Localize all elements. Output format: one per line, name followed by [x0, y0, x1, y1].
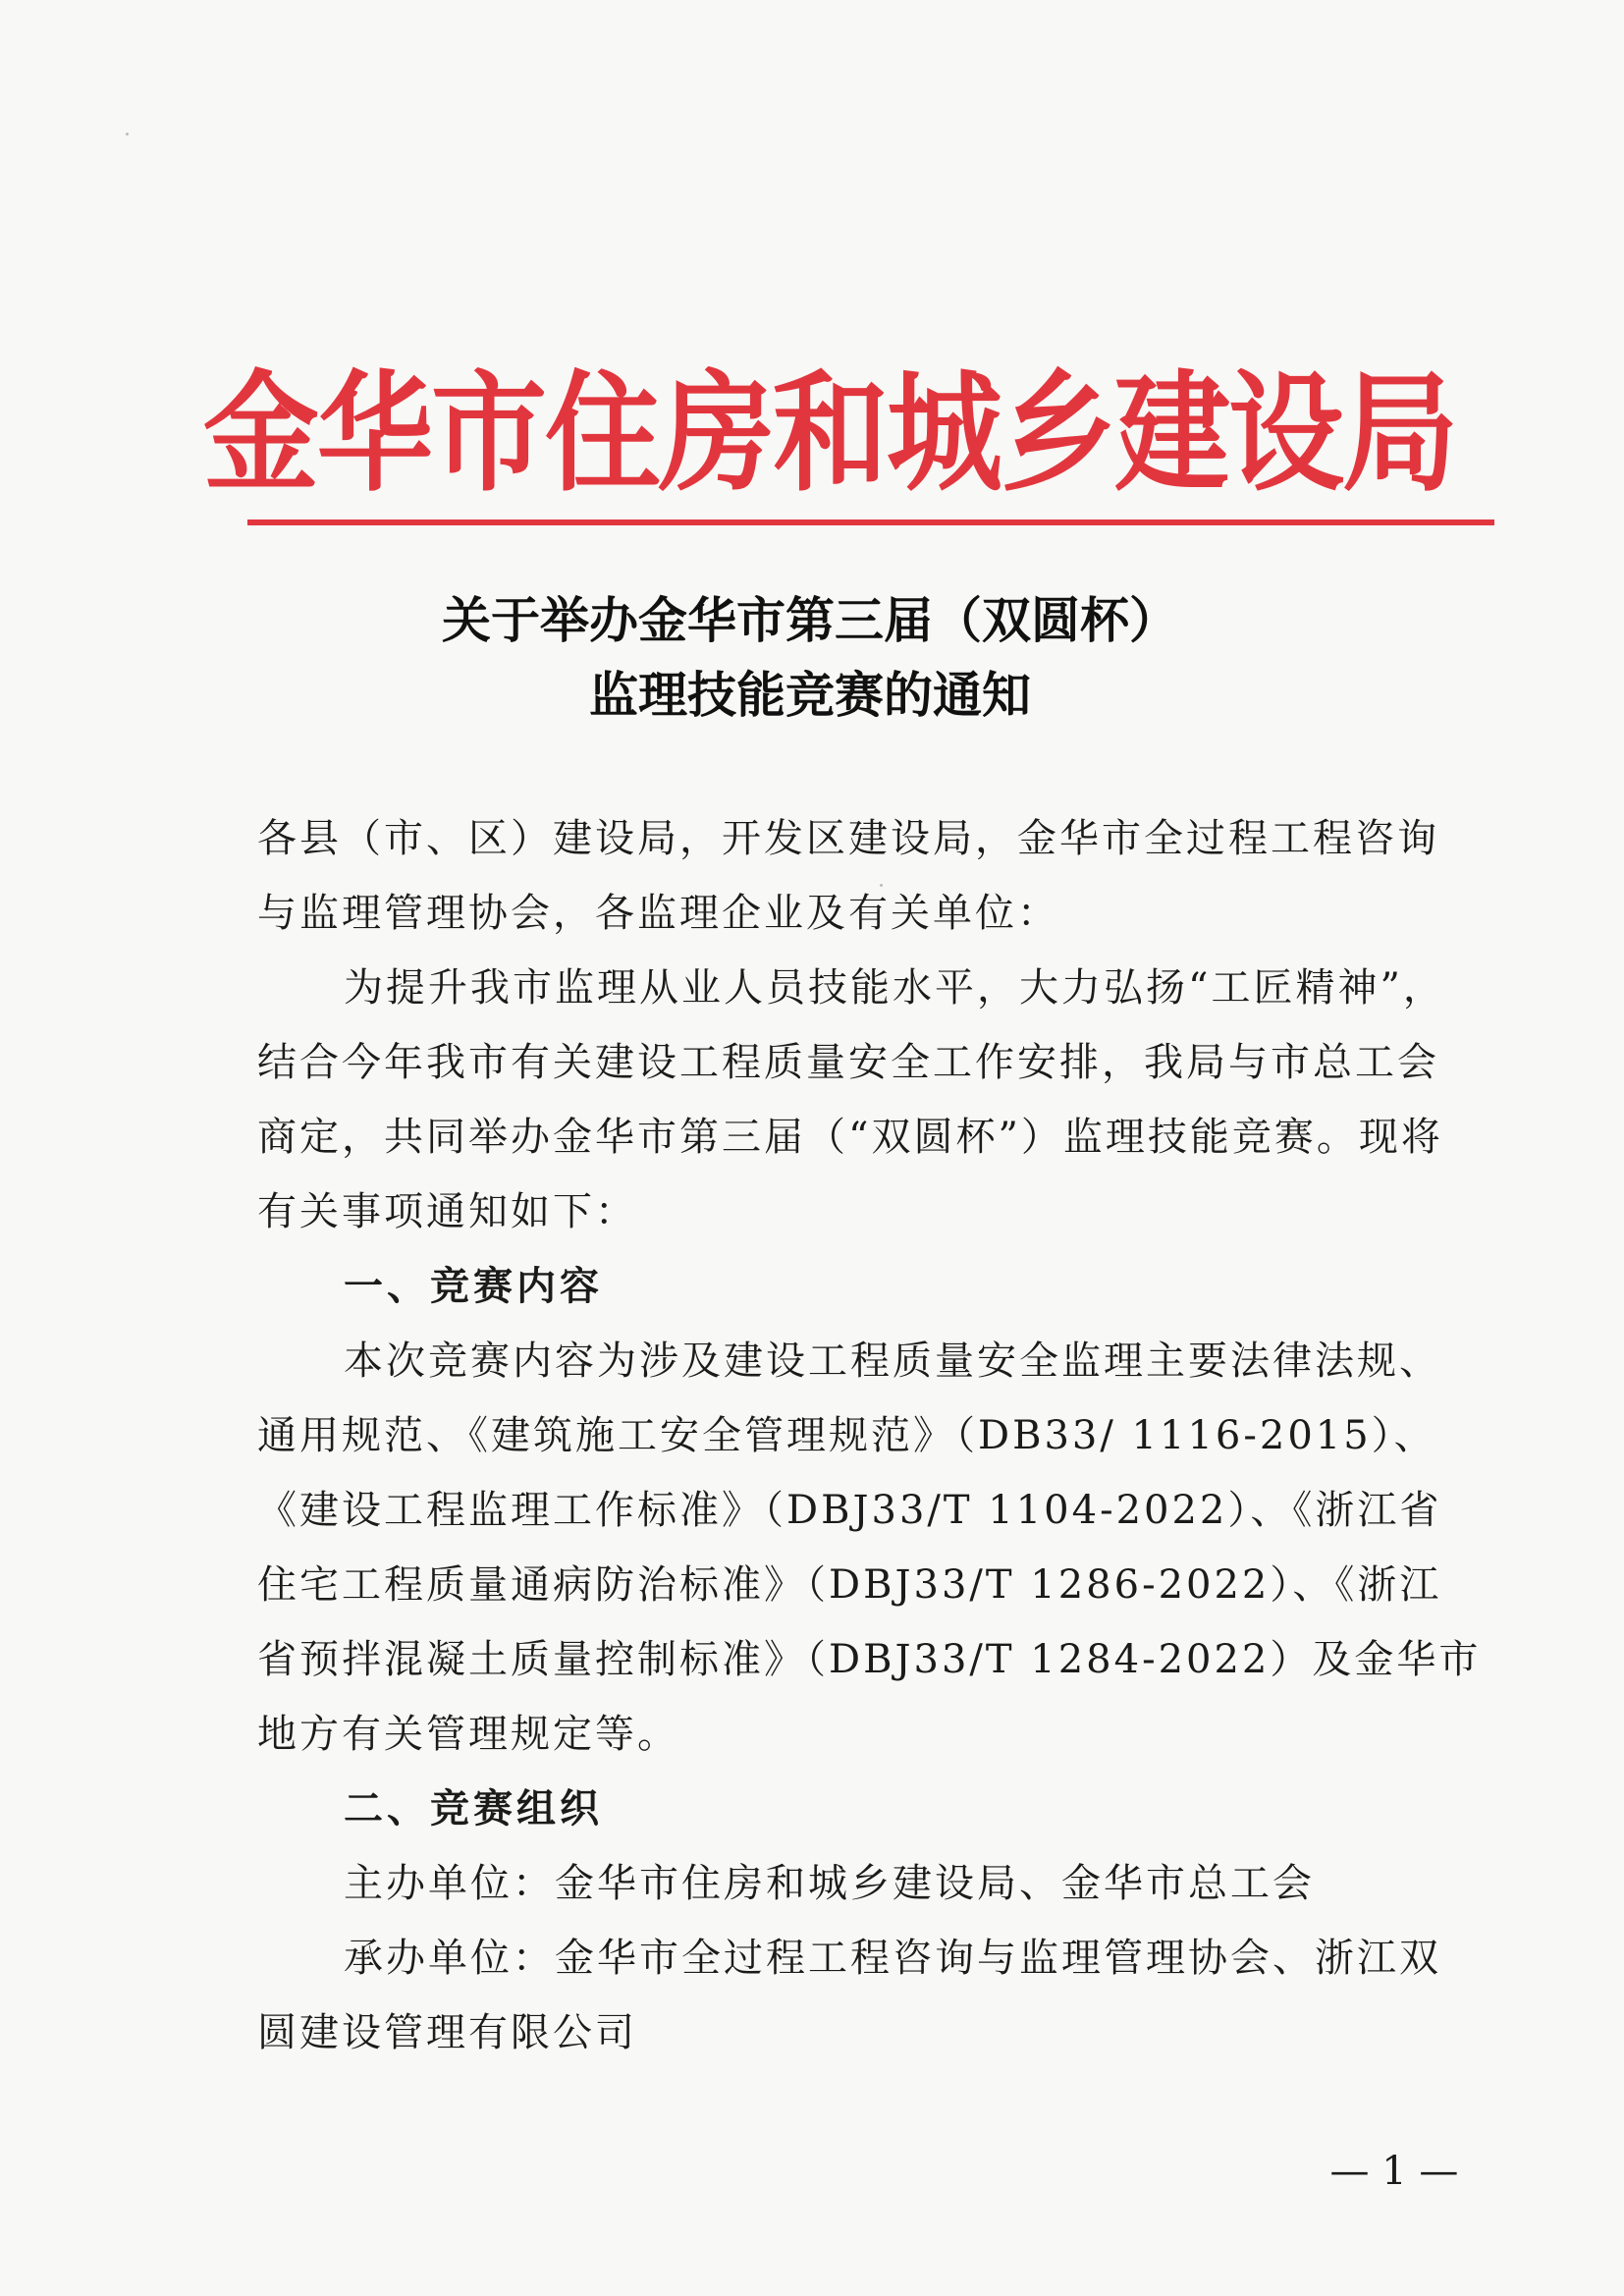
document-title-line-1: 关于举办金华市第三届（双圆杯） [442, 592, 1178, 649]
page-number: — 1 — [1329, 2149, 1459, 2194]
section-heading-competition-content: 一、竞赛内容 [344, 1264, 603, 1309]
organizer-line: 承办单位：金华市全过程工程咨询与监理管理协会、浙江双 [344, 1936, 1441, 1981]
scan-speck [126, 133, 129, 136]
section-heading-competition-organization: 二、竞赛组织 [344, 1786, 603, 1831]
addressee-line: 与监理管理协会，各监理企业及有关单位： [257, 891, 1059, 936]
section1-line: 地方有关管理规定等。 [257, 1712, 679, 1757]
sponsor-line: 主办单位：金华市住房和城乡建设局、金华市总工会 [344, 1861, 1315, 1906]
section1-line: 省预拌混凝土质量控制标准》（DBJ33/T 1284-2022）及金华市 [257, 1637, 1482, 1682]
intro-line: 为提升我市监理从业人员技能水平，大力弘扬“工匠精神”， [344, 965, 1445, 1011]
intro-line: 结合今年我市有关建设工程质量安全工作安排，我局与市总工会 [257, 1040, 1439, 1085]
section1-line: 本次竞赛内容为涉及建设工程质量安全监理主要法律法规、 [344, 1339, 1441, 1384]
masthead-title: 金华市住房和城乡建设局 [203, 356, 1457, 510]
intro-line: 商定，共同举办金华市第三届（“双圆杯”）监理技能竞赛。现将 [257, 1115, 1443, 1160]
section1-line: 通用规范、《建筑施工安全管理规范》（DB33/ 1116-2015）、 [257, 1413, 1436, 1458]
organizer-line: 圆建设管理有限公司 [257, 2010, 637, 2055]
section1-line: 住宅工程质量通病防治标准》（DBJ33/T 1286-2022）、《浙江 [257, 1562, 1442, 1608]
intro-line: 有关事项通知如下： [257, 1189, 637, 1234]
section1-line: 《建设工程监理工作标准》（DBJ33/T 1104-2022）、《浙江省 [257, 1488, 1442, 1533]
document-title-line-2: 监理技能竞赛的通知 [589, 667, 1031, 724]
addressee-line: 各县（市、区）建设局，开发区建设局，金华市全过程工程咨询 [257, 816, 1439, 861]
red-divider-line [247, 519, 1494, 525]
